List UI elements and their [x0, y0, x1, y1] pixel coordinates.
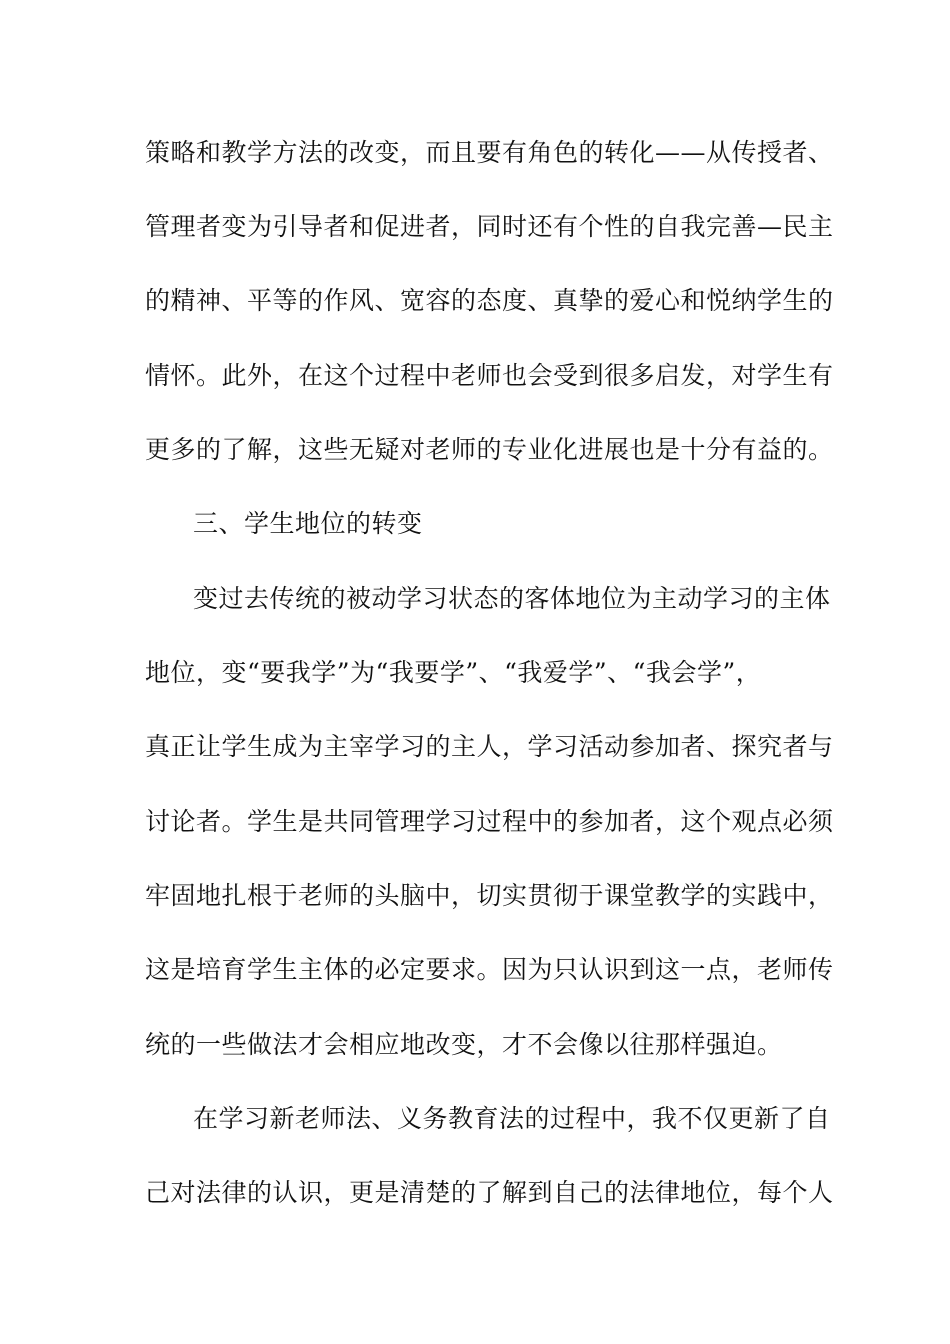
text-line-5: 更多的了解，这些无疑对老师的专业化进展也是十分有益的。	[145, 435, 834, 464]
text-line-2: 管理者变为引导者和促进者，同时还有个性的自我完善—民主	[145, 212, 834, 241]
text-line-7: 变过去传统的被动学习状态的客体地位为主动学习的主体	[193, 584, 831, 613]
text-line-9: 真正让学生成为主宰学习的主人，学习活动参加者、探究者与	[145, 732, 834, 761]
text-line-13: 统的一些做法才会相应地改变，才不会像以往那样强迫。	[145, 1030, 783, 1059]
text-line-1: 策略和教学方法的改变，而且要有角色的转化——从传授者、	[145, 138, 834, 167]
text-line-3: 的精神、平等的作风、宽容的态度、真挚的爱心和悦纳学生的	[145, 286, 834, 315]
section-heading: 三、学生地位的转变	[193, 509, 423, 538]
text-line-8: 地位，变“要我学”为“我要学”、“我爱学”、“我会学”，	[145, 658, 762, 687]
text-line-14: 在学习新老师法、义务教育法的过程中，我不仅更新了自	[193, 1104, 831, 1133]
text-line-15: 己对法律的认识，更是清楚的了解到自己的法律地位，每个人	[145, 1178, 834, 1207]
text-line-12: 这是培育学生主体的必定要求。因为只认识到这一点，老师传	[145, 955, 834, 984]
text-line-4: 情怀。此外，在这个过程中老师也会受到很多启发，对学生有	[145, 361, 834, 390]
text-line-10: 讨论者。学生是共同管理学习过程中的参加者，这个观点必须	[145, 807, 834, 836]
text-line-11: 牢固地扎根于老师的头脑中，切实贯彻于课堂教学的实践中，	[145, 881, 834, 910]
